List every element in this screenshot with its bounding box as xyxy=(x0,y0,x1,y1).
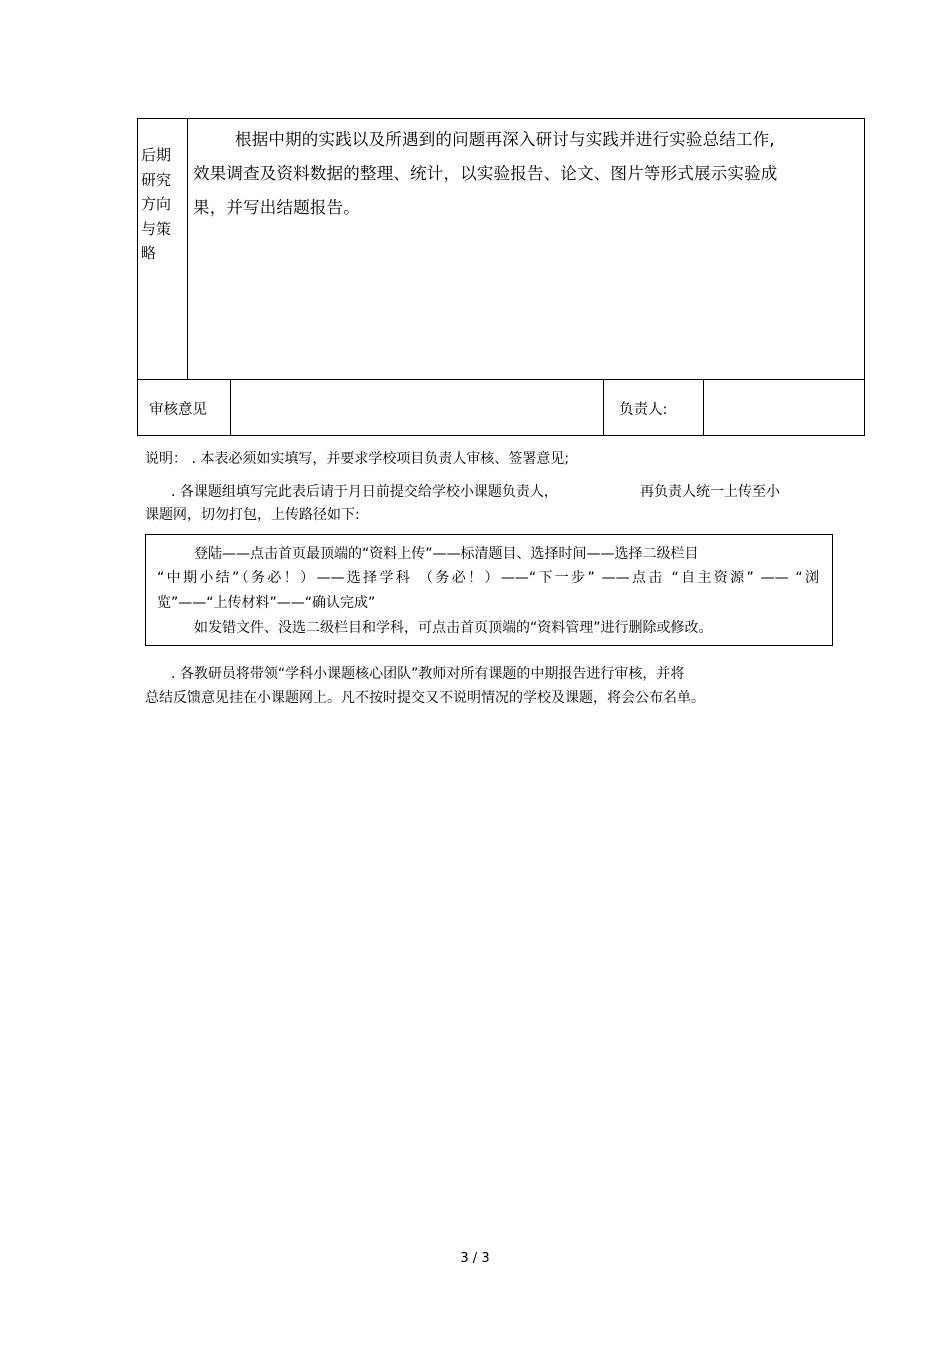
content-line: 果，并写出结题报告。 xyxy=(193,198,360,217)
content-line: 效果调查及资料数据的整理、统计，以实验报告、论文、图片等形式展示实验成 xyxy=(193,164,778,183)
row-label-line: 研究 xyxy=(141,170,172,189)
row-label-strategy xyxy=(141,143,181,266)
note-2-part-a: . 各课题组填写完此表后请于月日前提交给学校小课题负责人， xyxy=(171,484,558,500)
note-3-part-a: . 各教研员将带领“学科小课题核心团队”教师对所有课题的中期报告进行审核，并将 xyxy=(171,666,685,682)
note-2-part-b: 再负责人统一上传至小 xyxy=(640,484,780,500)
row-label-line: 后期 xyxy=(141,146,172,164)
note-3-part-b: 总结反馈意见挂在小课题网上。凡不按时提交又不说明情况的学校及课题，将会公布名单。 xyxy=(145,690,705,706)
strategy-content xyxy=(193,123,858,225)
table-divider xyxy=(230,379,231,435)
person-label: 负责人: xyxy=(619,402,668,418)
upload-path-line: “中期小结”（务必！）——选择学科 （务必！）——“下一步” ——点击 “自主资源” —— “浏 xyxy=(157,570,819,586)
table-divider xyxy=(603,379,604,435)
review-label: 审核意见 xyxy=(149,402,207,418)
note-2-part-c: 课题网，切勿打包，上传路径如下: xyxy=(145,507,360,523)
upload-path-line: 如发错文件、没选二级栏目和学科，可点击首页顶端的“资料管理”进行删除或修改。 xyxy=(194,620,713,636)
row-label-line: 方向 xyxy=(141,195,172,213)
page-number: 3 / 3 xyxy=(460,1251,490,1266)
table-row-review xyxy=(137,379,865,436)
note-1: 说明： . 本表必须如实填写，并要求学校项目负责人审核、签署意见; xyxy=(145,451,570,467)
row-label-line: 与策 xyxy=(141,219,172,238)
upload-path-line: 览”——“上传材料”——“确认完成” xyxy=(157,595,376,611)
content-line: 根据中期的实践以及所遇到的问题再深入研讨与实践并进行实验总结工作, xyxy=(235,130,775,149)
upload-path-line: 登陆——点击首页最顶端的“资料上传”——标清题目、选择时间——选择二级栏目 xyxy=(194,546,699,562)
table-divider xyxy=(187,119,188,379)
table-divider xyxy=(703,379,704,435)
row-label-line: 略 xyxy=(141,244,157,262)
